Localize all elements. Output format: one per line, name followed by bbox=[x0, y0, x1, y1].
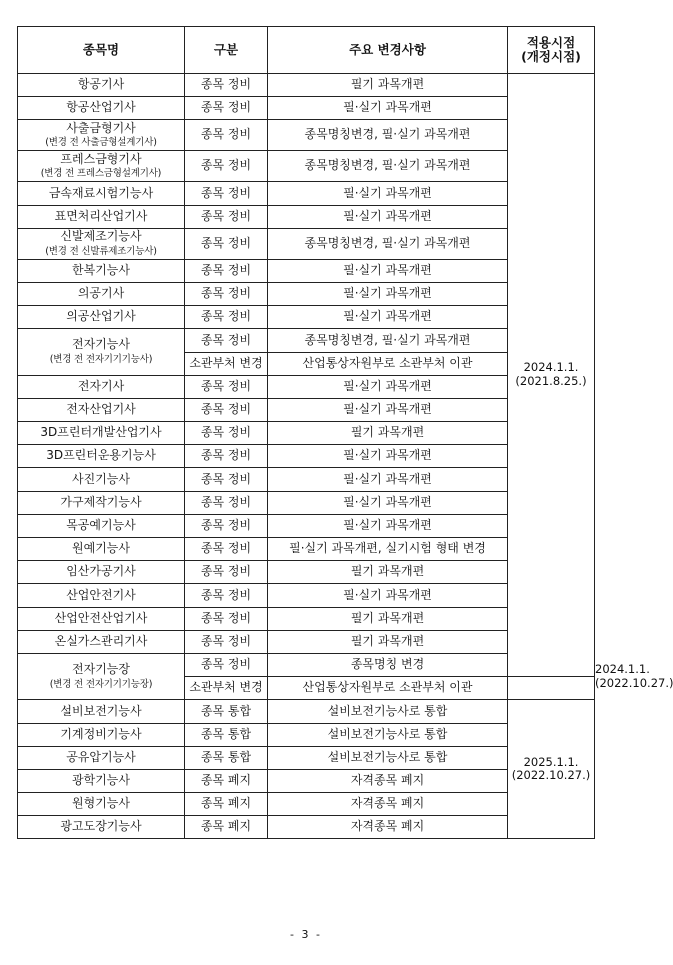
cell-type: 종목 정비 bbox=[185, 584, 268, 607]
cell-type: 소관부처 변경 bbox=[185, 352, 268, 375]
cell-name: 3D프린터개발산업기사 bbox=[18, 422, 185, 445]
cell-name: 3D프린터운용기능사 bbox=[18, 445, 185, 468]
date-line1: 2024.1.1. bbox=[595, 661, 650, 676]
page-number: - 3 - bbox=[290, 928, 322, 941]
cell-name: 기계정비기능사 bbox=[18, 723, 185, 746]
cell-name: 의공산업기사 bbox=[18, 306, 185, 329]
name-main: 프레스금형기사 bbox=[60, 151, 142, 166]
header-date bbox=[508, 27, 595, 74]
cell-name: 온실가스관리기사 bbox=[18, 630, 185, 653]
cell-change: 설비보전기능사로 통합 bbox=[268, 746, 508, 769]
cell-type: 종목 폐지 bbox=[185, 793, 268, 816]
cell-change: 필·실기 과목개편 bbox=[268, 375, 508, 398]
cell-change: 필·실기 과목개편 bbox=[268, 306, 508, 329]
cell-change: 필·실기 과목개편 bbox=[268, 398, 508, 421]
cell-name bbox=[18, 228, 185, 259]
cell-type: 종목 정비 bbox=[185, 653, 268, 676]
cell-type: 종목 정비 bbox=[185, 74, 268, 97]
cell-name: 표면처리산업기사 bbox=[18, 205, 185, 228]
cell-name: 목공예기능사 bbox=[18, 514, 185, 537]
name-sub: (변경 전 전자기기기능사) bbox=[49, 353, 153, 365]
cell-change: 필·실기 과목개편 bbox=[268, 584, 508, 607]
cell-name: 전자기사 bbox=[18, 375, 185, 398]
cell-type: 종목 정비 bbox=[185, 182, 268, 205]
cell-name: 광고도장기능사 bbox=[18, 816, 185, 839]
cell-type: 종목 정비 bbox=[185, 445, 268, 468]
cell-type: 종목 정비 bbox=[185, 205, 268, 228]
cell-name: 전자산업기사 bbox=[18, 398, 185, 421]
cell-name: 원형기능사 bbox=[18, 793, 185, 816]
header-name: 종목명 bbox=[18, 27, 185, 74]
cell-type: 종목 정비 bbox=[185, 375, 268, 398]
cell-name: 임산가공기사 bbox=[18, 561, 185, 584]
cell-type: 종목 정비 bbox=[185, 491, 268, 514]
cell-type: 종목 정비 bbox=[185, 514, 268, 537]
cell-change: 설비보전기능사로 통합 bbox=[268, 700, 508, 723]
cell-type: 종목 정비 bbox=[185, 538, 268, 561]
cell-change: 종목명칭변경, 필·실기 과목개편 bbox=[268, 151, 508, 182]
cell-change: 필·실기 과목개편 bbox=[268, 445, 508, 468]
cell-change: 종목명칭변경, 필·실기 과목개편 bbox=[268, 120, 508, 151]
changes-table bbox=[17, 26, 673, 839]
cell-change: 산업통상자원부로 소관부처 이관 bbox=[268, 677, 508, 700]
cell-type: 종목 정비 bbox=[185, 97, 268, 120]
cell-name: 공유압기능사 bbox=[18, 746, 185, 769]
cell-type: 종목 정비 bbox=[185, 422, 268, 445]
cell-change: 종목명칭변경, 필·실기 과목개편 bbox=[268, 329, 508, 352]
cell-type: 종목 통합 bbox=[185, 700, 268, 723]
cell-name: 사진기능사 bbox=[18, 468, 185, 491]
cell-type: 종목 정비 bbox=[185, 151, 268, 182]
cell-name: 한복기능사 bbox=[18, 259, 185, 282]
cell-type: 종목 정비 bbox=[185, 306, 268, 329]
cell-change: 필기 과목개편 bbox=[268, 630, 508, 653]
name-sub: (변경 전 전자기기기능장) bbox=[49, 678, 153, 690]
cell-type: 종목 통합 bbox=[185, 746, 268, 769]
cell-name bbox=[18, 120, 185, 151]
header-type: 구분 bbox=[185, 27, 268, 74]
header-changes: 주요 변경사항 bbox=[268, 27, 508, 74]
cell-change: 종목명칭변경, 필·실기 과목개편 bbox=[268, 228, 508, 259]
cell-type: 종목 정비 bbox=[185, 120, 268, 151]
cell-type: 종목 정비 bbox=[185, 630, 268, 653]
cell-change: 필·실기 과목개편 bbox=[268, 97, 508, 120]
cell-date bbox=[508, 700, 595, 839]
cell-change: 필·실기 과목개편 bbox=[268, 282, 508, 305]
cell-type: 종목 정비 bbox=[185, 398, 268, 421]
cell-name: 원예기능사 bbox=[18, 538, 185, 561]
name-sub: (변경 전 사출금형설계기사) bbox=[45, 137, 157, 149]
date-line2: (2022.10.27.) bbox=[595, 675, 673, 690]
name-main: 전자기능사 bbox=[72, 337, 130, 352]
cell-type: 종목 정비 bbox=[185, 329, 268, 352]
cell-name bbox=[18, 151, 185, 182]
cell-change: 자격종목 폐지 bbox=[268, 769, 508, 792]
cell-name: 항공산업기사 bbox=[18, 97, 185, 120]
date-line2: (2022.10.27.) bbox=[511, 768, 591, 783]
cell-change: 산업통상자원부로 소관부처 이관 bbox=[268, 352, 508, 375]
cell-type: 종목 정비 bbox=[185, 468, 268, 491]
name-main: 전자기능장 bbox=[72, 661, 130, 676]
cell-name: 산업안전산업기사 bbox=[18, 607, 185, 630]
cell-change: 필기 과목개편 bbox=[268, 607, 508, 630]
cell-name: 설비보전기능사 bbox=[18, 700, 185, 723]
cell-change: 필·실기 과목개편 bbox=[268, 514, 508, 537]
cell-name: 광학기능사 bbox=[18, 769, 185, 792]
name-sub: (변경 전 프레스금형설계기사) bbox=[40, 168, 162, 180]
cell-change: 필기 과목개편 bbox=[268, 422, 508, 445]
cell-change: 필기 과목개편 bbox=[268, 561, 508, 584]
cell-change: 필·실기 과목개편 bbox=[268, 468, 508, 491]
cell-name: 산업안전기사 bbox=[18, 584, 185, 607]
name-main: 사출금형기사 bbox=[66, 120, 136, 135]
cell-type: 소관부처 변경 bbox=[185, 677, 268, 700]
cell-name: 가구제작기능사 bbox=[18, 491, 185, 514]
cell-change: 자격종목 폐지 bbox=[268, 793, 508, 816]
cell-type: 종목 정비 bbox=[185, 228, 268, 259]
cell-type: 종목 정비 bbox=[185, 607, 268, 630]
header-date-line2: (개정시점) bbox=[521, 49, 581, 64]
cell-type: 종목 통합 bbox=[185, 723, 268, 746]
date-line1: 2024.1.1. bbox=[523, 360, 579, 375]
cell-change: 필·실기 과목개편 bbox=[268, 259, 508, 282]
cell-name bbox=[18, 329, 185, 375]
date-line1: 2025.1.1. bbox=[523, 754, 579, 769]
cell-type: 종목 폐지 bbox=[185, 816, 268, 839]
cell-name: 의공기사 bbox=[18, 282, 185, 305]
cell-type: 종목 폐지 bbox=[185, 769, 268, 792]
cell-name bbox=[18, 653, 185, 699]
cell-change: 필·실기 과목개편 bbox=[268, 491, 508, 514]
cell-change: 설비보전기능사로 통합 bbox=[268, 723, 508, 746]
cell-change: 필·실기 과목개편 bbox=[268, 182, 508, 205]
cell-change: 종목명칭 변경 bbox=[268, 653, 508, 676]
cell-type: 종목 정비 bbox=[185, 282, 268, 305]
cell-change: 필·실기 과목개편, 실기시험 형태 변경 bbox=[268, 538, 508, 561]
cell-change: 필·실기 과목개편 bbox=[268, 205, 508, 228]
cell-name: 금속재료시험기능사 bbox=[18, 182, 185, 205]
cell-name: 항공기사 bbox=[18, 74, 185, 97]
cell-type: 종목 정비 bbox=[185, 561, 268, 584]
name-sub: (변경 전 신발류제조기능사) bbox=[45, 245, 157, 257]
name-main: 신발제조기능사 bbox=[60, 228, 142, 243]
header-date-line1: 적용시점 bbox=[526, 34, 576, 50]
cell-date bbox=[508, 74, 595, 677]
date-line2: (2021.8.25.) bbox=[515, 374, 587, 389]
cell-change: 필기 과목개편 bbox=[268, 74, 508, 97]
cell-type: 종목 정비 bbox=[185, 259, 268, 282]
cell-change: 자격종목 폐지 bbox=[268, 816, 508, 839]
